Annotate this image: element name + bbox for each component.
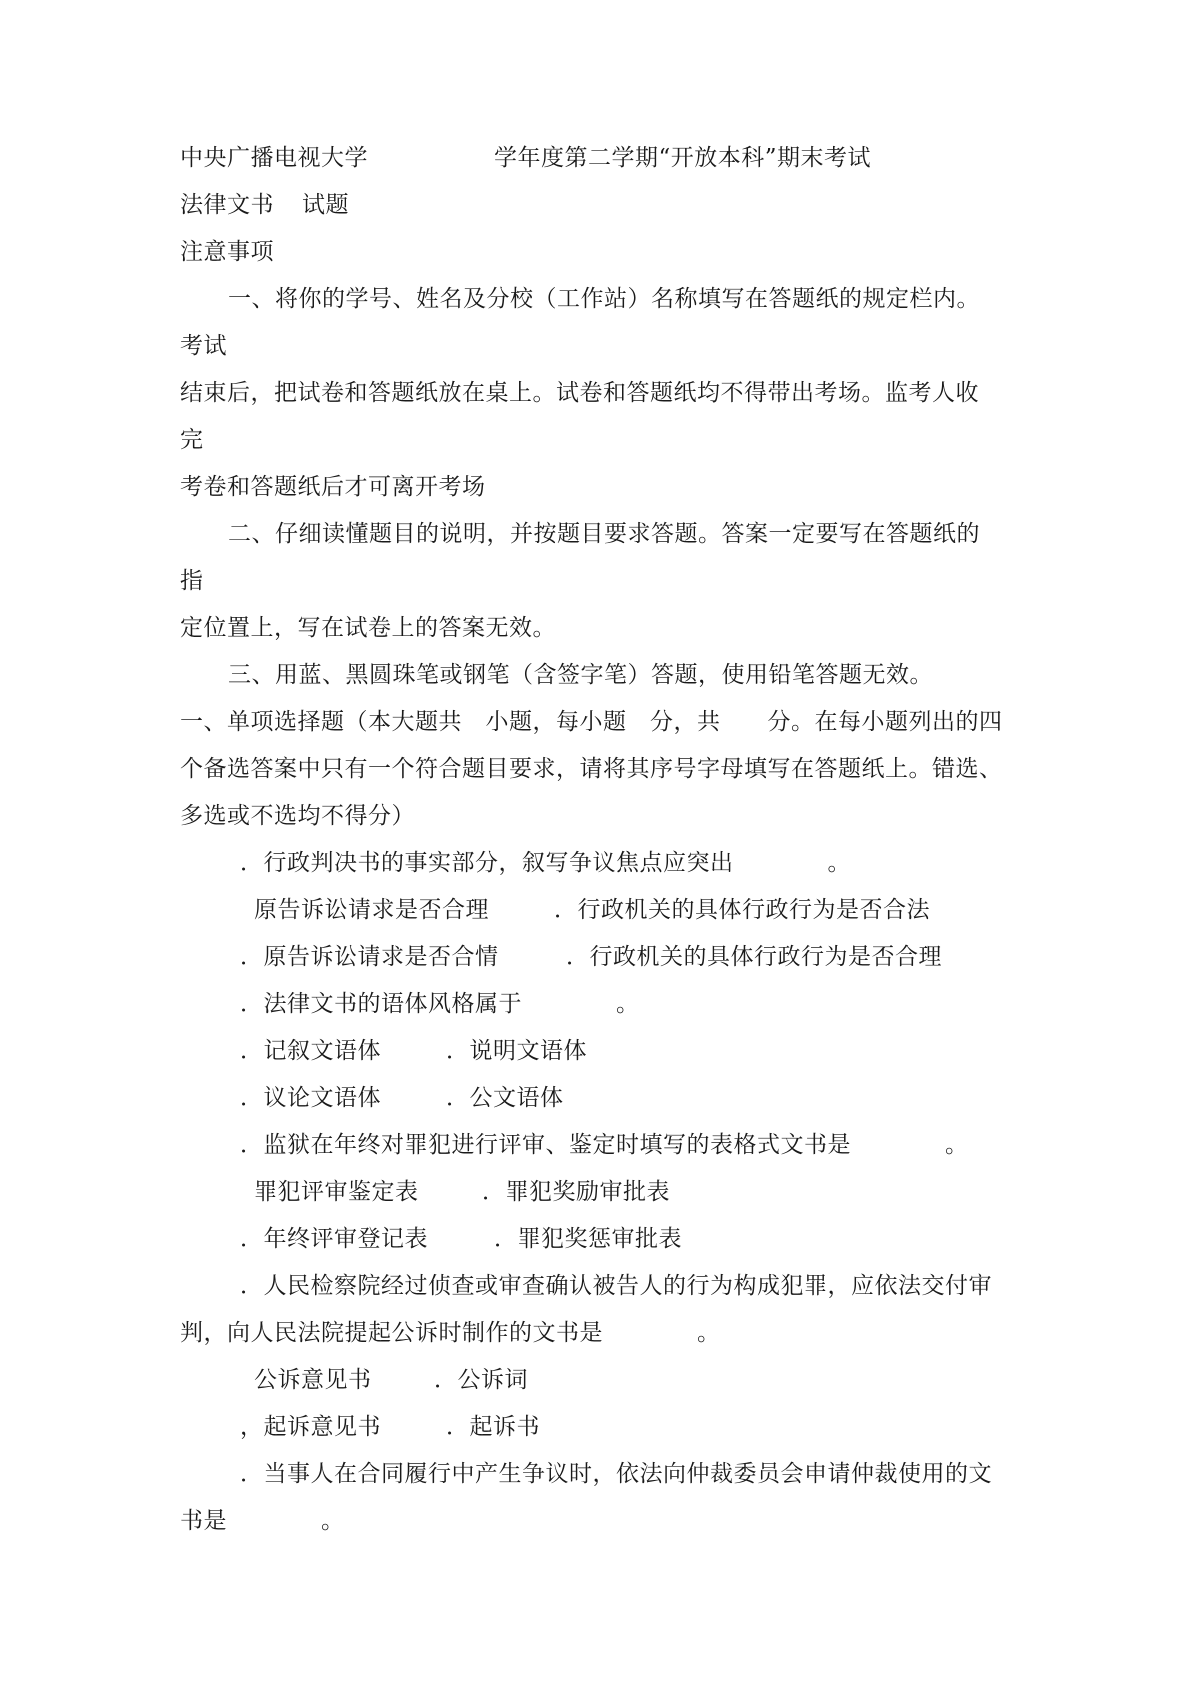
note-2-line-2: 指: [180, 568, 204, 594]
note-1-line-1: 一、将你的学号、姓名及分校（工作站）名称填写在答题纸的规定栏内。: [228, 286, 980, 312]
note-1-line-2: 考试: [180, 333, 227, 359]
section-1-intro-line-2: 个备选答案中只有一个符合题目要求，请将其序号字母填写在答题纸上。错选、: [180, 756, 1003, 782]
question-3-stem: ．监狱在年终对罪犯进行评审、鉴定时填写的表格式文书是 。: [240, 1132, 969, 1158]
note-1-line-5: 考卷和答题纸后才可离开考场: [180, 474, 486, 500]
question-2-option-d: ．公文语体: [446, 1085, 564, 1111]
question-4-option-c: ，起诉意见书: [240, 1414, 381, 1440]
section-1-intro-line-1: 一、单项选择题（本大题共 小题，每小题 分，共 分。在每小题列出的四: [180, 709, 1003, 735]
question-1-option-d: ．行政机关的具体行政行为是否合理: [566, 944, 942, 970]
note-3: 三、用蓝、黑圆珠笔或钢笔（含签字笔）答题，使用铅笔答题无效。: [228, 662, 933, 688]
note-1-line-3: 结束后，把试卷和答题纸放在桌上。试卷和答题纸均不得带出考场。监考人收: [180, 380, 979, 406]
question-4-option-a: 公诉意见书: [254, 1367, 372, 1393]
question-3-option-a: 罪犯评审鉴定表: [254, 1179, 419, 1205]
exam-term: 学年度第二学期“开放本科”期末考试: [494, 145, 872, 171]
question-5-stem-line-1: ．当事人在合同履行中产生争议时，依法向仲裁委员会申请仲裁使用的文: [240, 1461, 992, 1487]
question-4-option-d: ．起诉书: [446, 1414, 540, 1440]
question-2-option-a: ．记叙文语体: [240, 1038, 381, 1064]
question-4-stem-line-2: 判，向人民法院提起公诉时制作的文书是 。: [180, 1320, 721, 1346]
note-2-line-1: 二、仔细读懂题目的说明，并按题目要求答题。答案一定要写在答题纸的: [228, 521, 980, 547]
question-4-option-b: ．公诉词: [434, 1367, 528, 1393]
question-2-stem: ．法律文书的语体风格属于 。: [240, 991, 640, 1017]
university-name: 中央广播电视大学: [180, 145, 368, 171]
note-2-line-3: 定位置上，写在试卷上的答案无效。: [180, 615, 556, 641]
question-3-option-c: ．年终评审登记表: [240, 1226, 428, 1252]
question-5-stem-line-2: 书是 。: [180, 1508, 345, 1534]
section-1-intro-line-3: 多选或不选均不得分）: [180, 803, 415, 829]
subject-name: 法律文书: [180, 192, 274, 218]
paper-label: 试题: [302, 192, 349, 218]
question-3-option-d: ．罪犯奖惩审批表: [494, 1226, 682, 1252]
question-3-option-b: ．罪犯奖励审批表: [482, 1179, 670, 1205]
question-1-option-c: ．原告诉讼请求是否合情: [240, 944, 499, 970]
question-1-option-b: ．行政机关的具体行政行为是否合法: [554, 897, 930, 923]
note-1-line-4: 完: [180, 427, 204, 453]
question-2-option-c: ．议论文语体: [240, 1085, 381, 1111]
notes-title: 注意事项: [180, 239, 274, 265]
question-1-option-a: 原告诉讼请求是否合理: [254, 897, 489, 923]
question-4-stem-line-1: ．人民检察院经过侦查或审查确认被告人的行为构成犯罪，应依法交付审: [240, 1273, 992, 1299]
question-2-option-b: ．说明文语体: [446, 1038, 587, 1064]
question-1-stem: ．行政判决书的事实部分，叙写争议焦点应突出 。: [240, 850, 851, 876]
